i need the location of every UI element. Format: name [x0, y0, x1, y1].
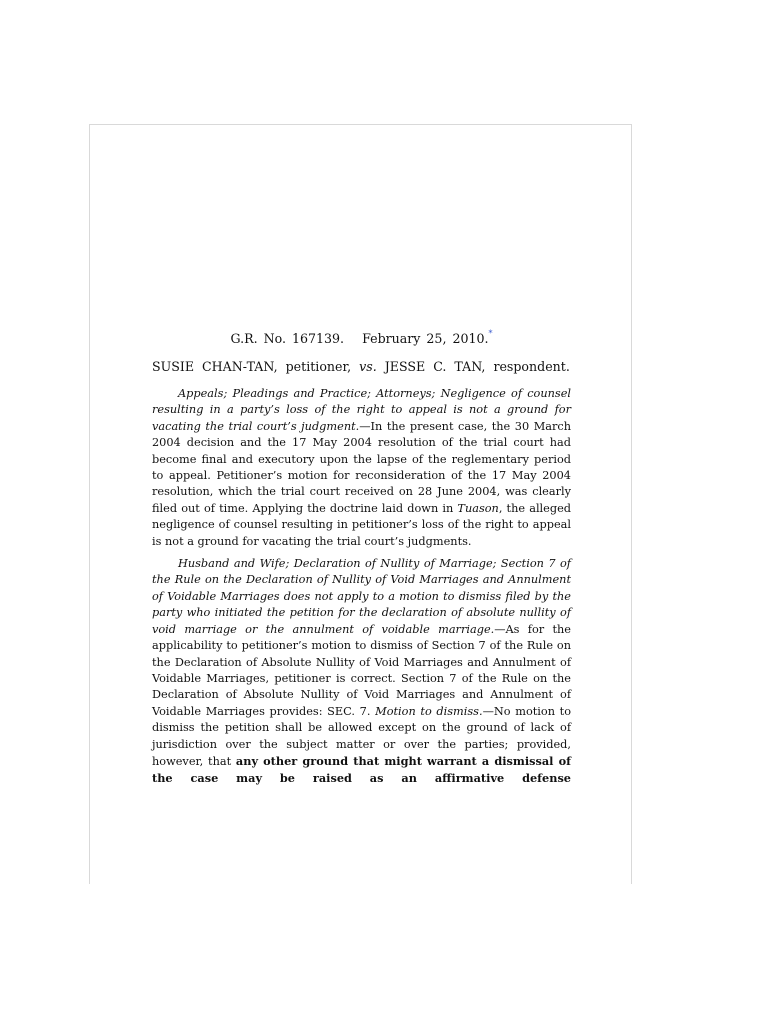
case-parties: [152, 358, 571, 375]
petitioner-name: SUSIE CHAN-TAN,: [152, 359, 278, 374]
syllabus-1-body-end: , the alleged negligence of counsel resulting in petitioner’s loss of the right to appeal is not a ground for vacating the trial court’s judgments.: [152, 501, 571, 548]
syllabus-2-dash: —: [494, 622, 506, 636]
syllabus-2-motion-title: Motion to dismiss.: [375, 704, 483, 718]
respondent-role: respondent.: [493, 359, 570, 374]
petitioner-role: petitioner,: [285, 359, 352, 374]
footnote-link[interactable]: *: [488, 329, 493, 338]
syllabus-paragraph-1: [152, 386, 571, 550]
syllabus-2-body: As for the applicability to petitioner’s motion to dismiss of Section 7 of the Rule on the Declaration of Absolute Nullity of Void Marriages and Annulment of Voidable Marriages, petitioner is correct. Section 7 of the Rule on the Declaration of Absolute Nullity of Void Marriages and Annulment of Voidable Marriages provides: SEC. 7.: [152, 622, 571, 718]
syllabus-2-bold-text: any other ground that might warrant a dismissal of the case may be raised as an affirmative defense: [152, 753, 571, 786]
syllabus-2-headnote: Husband and Wife; Declaration of Nullity of Marriage; Section 7 of the Rule on the Declaration of Nullity of Void Marriages and Annulment of Voidable Marriages does not apply to a motion to dismiss filed by the party who initiated the petition for the declaration of absolute nullity of void marriage or the annulment of voidable marriage.: [152, 557, 571, 636]
syllabus-paragraph-2: [152, 556, 571, 788]
syllabus-1-dash: —: [359, 419, 371, 433]
document-page: [89, 124, 632, 884]
syllabus-2-body-continued: No motion to dismiss the petition shall be allowed except on the ground of lack of jurisdiction over the subject matter or over the parties; provided, however, that: [152, 704, 571, 768]
document-content: [152, 330, 571, 794]
syllabus-1-body: In the present case, the 30 March 2004 decision and the 17 May 2004 resolution of the trial court had become final and executory upon the lapse of the reglementary period to appeal. Petitioner’s motion for reconsideration of the 17 May 2004 resolution, which the trial court received on 28 June 2004, was clearly filed out of time. Applying the doctrine laid down in: [152, 419, 572, 515]
versus-label: vs.: [359, 359, 377, 374]
syllabus-1-case-reference: Tuason: [457, 501, 499, 515]
case-number: G.R. No. 167139.: [230, 331, 345, 346]
syllabus-1-headnote: Appeals; Pleadings and Practice; Attorneys; Negligence of counsel resulting in a party’s loss of the right to appeal is not a ground for vacating the trial court’s judgment.: [152, 387, 571, 433]
case-header: [152, 330, 571, 348]
respondent-name: JESSE C. TAN,: [384, 359, 486, 374]
case-date: February 25, 2010.: [362, 331, 489, 346]
syllabus-2-dash-2: —: [482, 704, 494, 718]
